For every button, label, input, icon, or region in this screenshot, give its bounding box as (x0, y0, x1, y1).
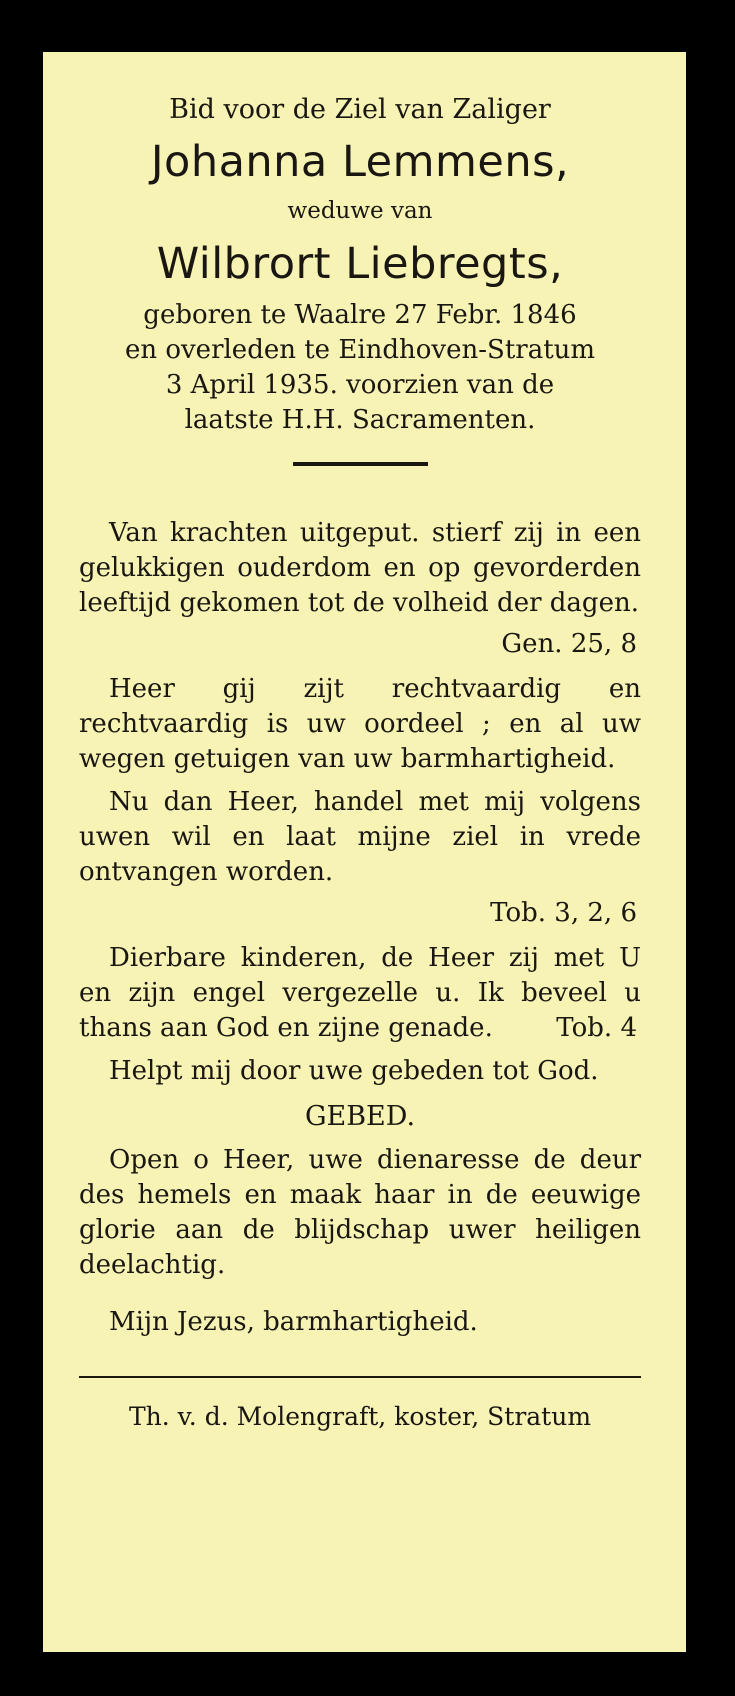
prayer-title: GEBED. (304, 1101, 416, 1132)
prayer-text: Open o Heer, uwe dienaresse de deur des hemels en maak haar in de eeuwige glorie aan de blijdschap uwer heiligen deelachtig. (79, 1145, 641, 1280)
verse-text: Helpt mij door uwe gebeden tot God. (109, 1056, 599, 1086)
bio-line: 3 April 1935. voorzien van de (165, 370, 555, 400)
divider-long (79, 1376, 641, 1378)
bio-block (79, 298, 641, 438)
divider-short (293, 462, 428, 466)
verse-reference: Tob. 4 (556, 1013, 637, 1043)
verse-text-content: Dierbare kinderen, de Heer zij met U en zijn engel vergezelle u. Ik beveel u thans aan God en zijne genade. (79, 943, 641, 1043)
verse-text (79, 941, 641, 1046)
card-header: Bid voor de Ziel van Zaliger (169, 94, 551, 125)
bio-line: en overleden te Eindhoven-Stratum (124, 335, 596, 365)
memorial-card (43, 52, 686, 1652)
bio-line: geboren te Waalre 27 Febr. 1846 (143, 300, 577, 330)
verse-text: Nu dan Heer, handel met mij volgens uwen wil en laat mijne ziel in vrede ontvangen worden. (79, 787, 641, 887)
closing-invocation: Mijn Jezus, barmhartigheid. (109, 1307, 478, 1337)
printer-credit: Th. v. d. Molengraft, koster, Stratum (128, 1402, 592, 1431)
verse-text: Van krachten uitgeput. stierf zij in een gelukkigen ouderdom en op gevorderden leeftijd gekomen tot de volheid der dagen. (79, 518, 641, 618)
verse-reference: Tob. 3, 2, 6 (490, 898, 637, 928)
verse-reference: Gen. 25, 8 (501, 629, 637, 659)
deceased-name: Johanna Lemmens, (150, 137, 570, 187)
spouse-name: Wilbrort Liebregts, (156, 239, 564, 289)
verse-text: Heer gij zijt rechtvaardig en rechtvaardig is uw oordeel ; en al uw wegen getuigen van uw barmhartigheid. (79, 674, 641, 774)
bio-line: laatste H.H. Sacramenten. (184, 405, 536, 435)
relation-text: weduwe van (287, 198, 433, 224)
